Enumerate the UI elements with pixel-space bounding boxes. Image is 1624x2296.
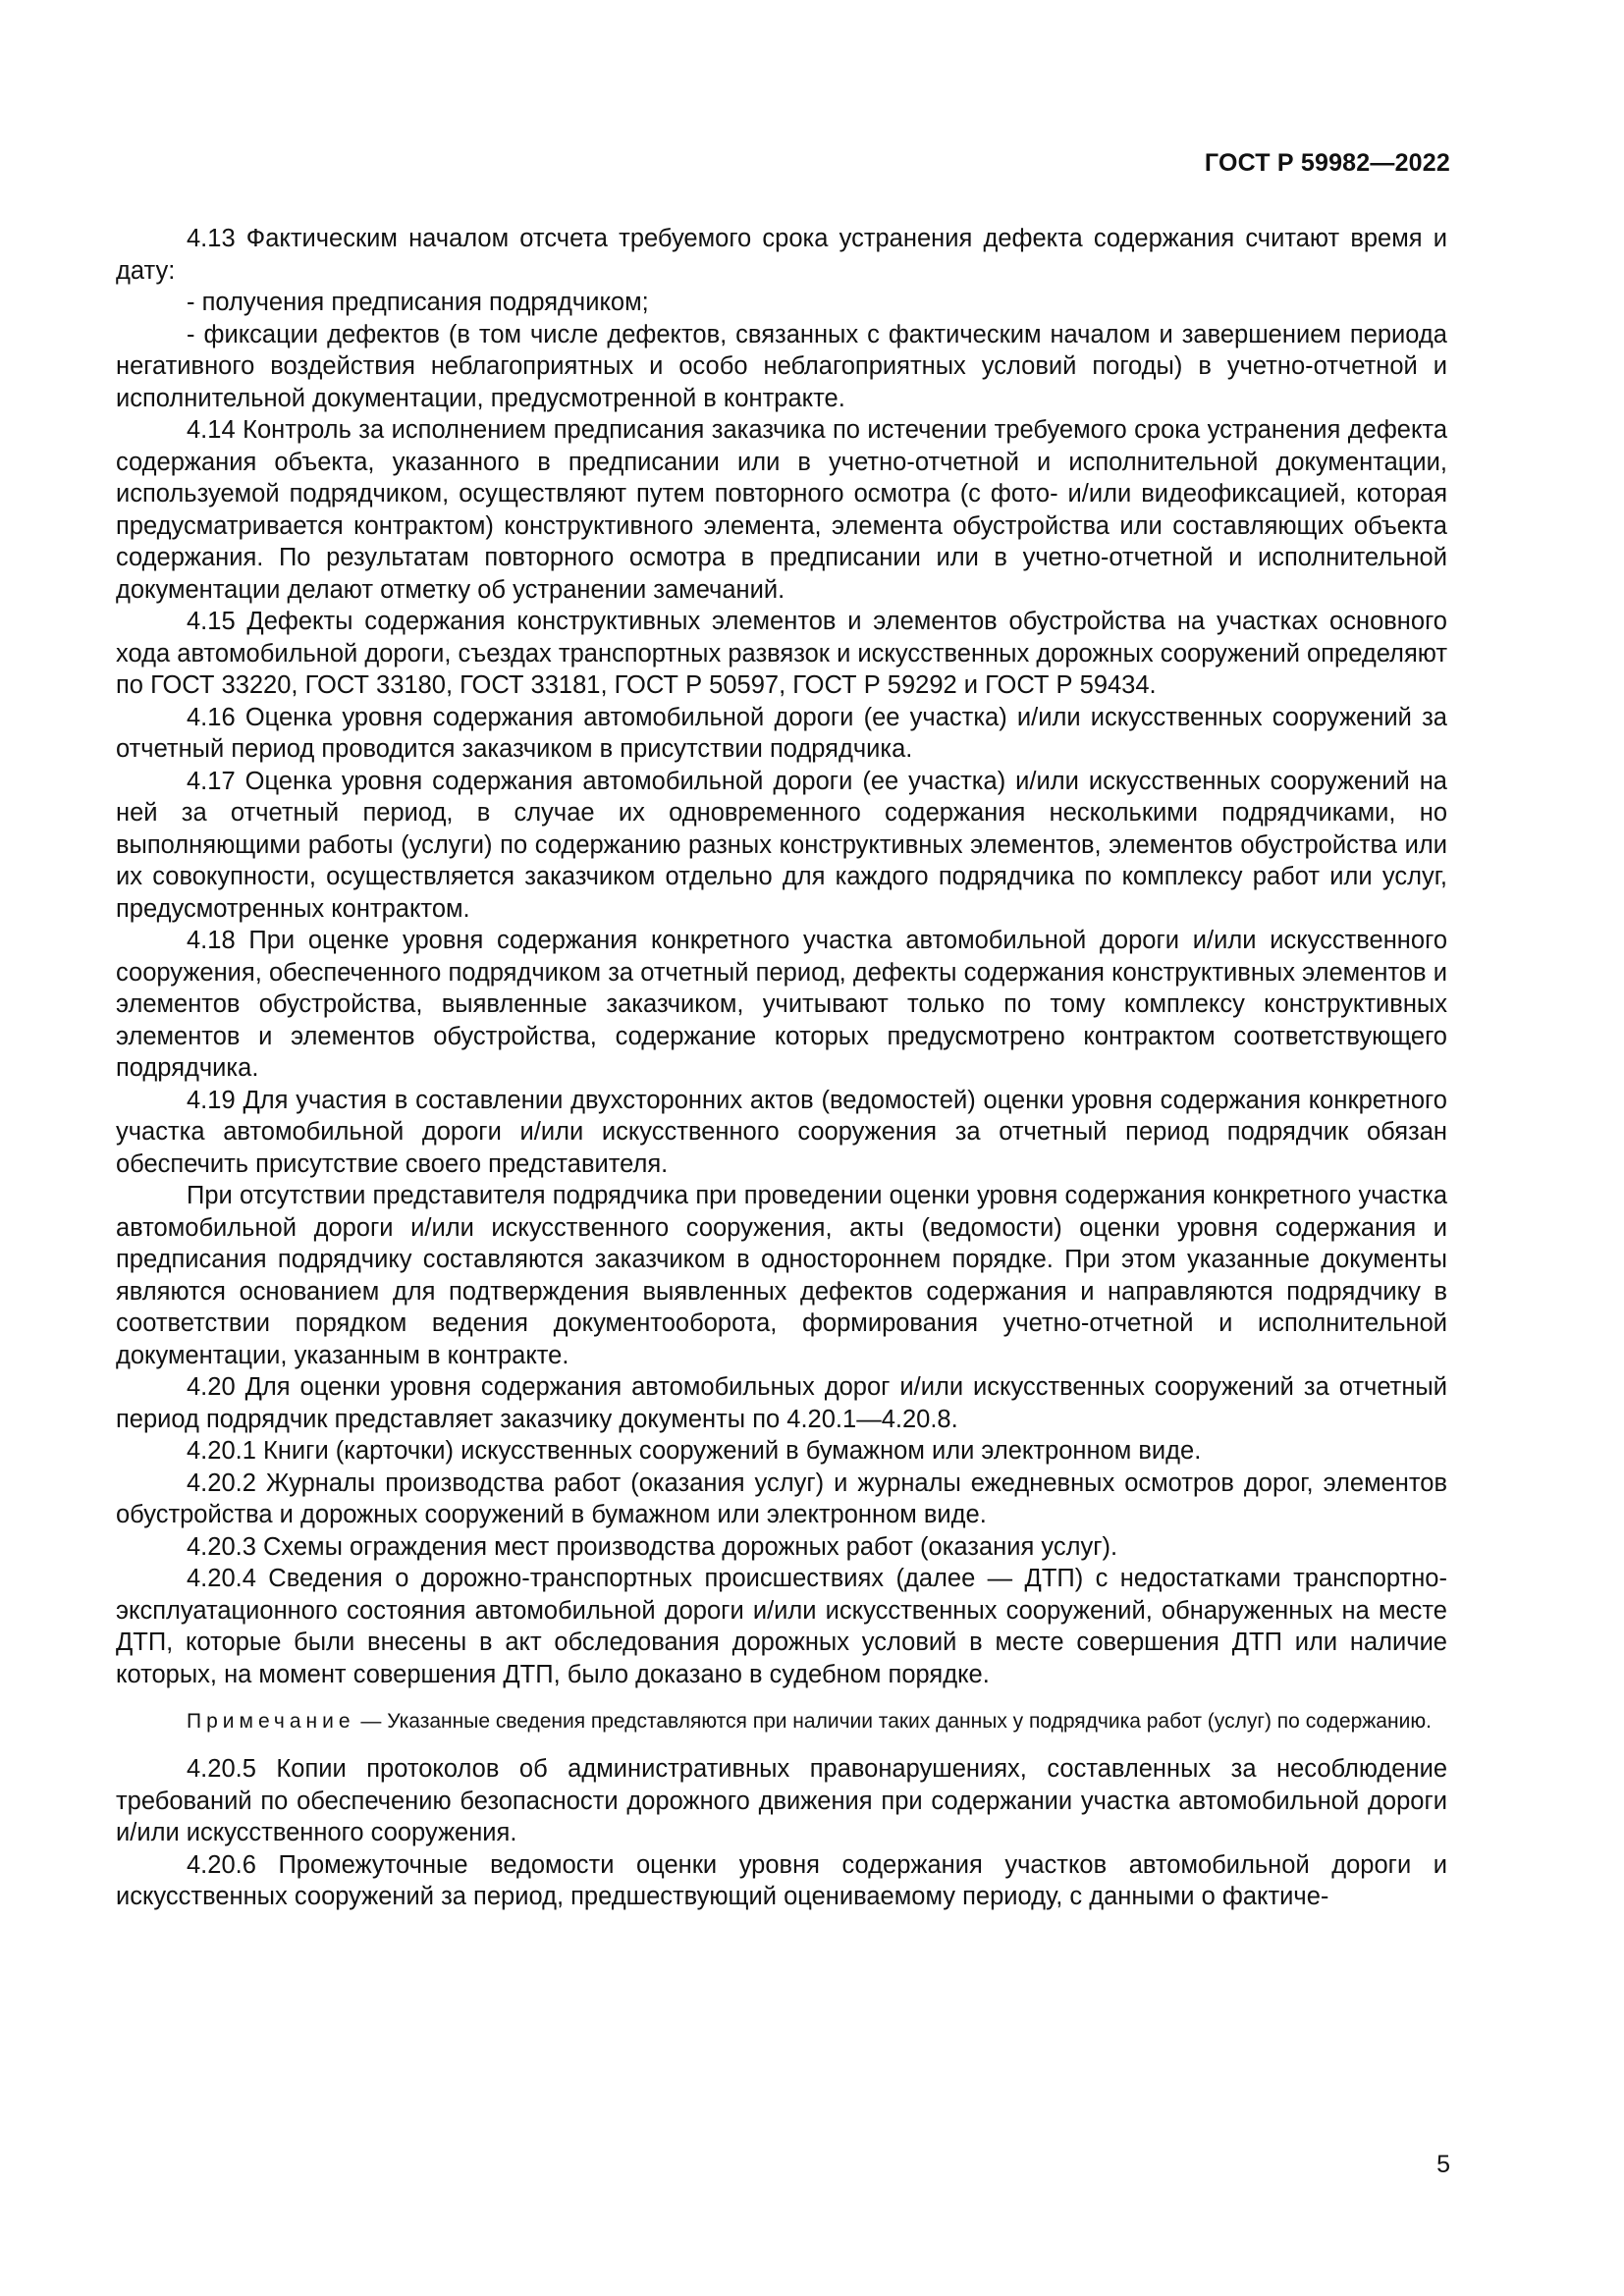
paragraph-4-19-continued: При отсутствии представителя подрядчика при проведении оценки уровня содержания конкретного участка автомобильной дороги и/или искусственного сооружения, акты (ведомости) оценки уровня содержания и предписания подрядчику составляются заказчиком в одностороннем порядке. При этом указанные документы являются основанием для подтверждения выявленных дефектов содержания и направляются подрядчику в соответствии порядком ведения документооборота, формирования учетно-отчетной и исполнительной документации, указанным в контракте. [116,1182,1447,1369]
paragraph-4-13: 4.13 Фактическим началом отсчета требуемого срока устранения дефекта содержания считают время и дату: [116,225,1447,285]
page-number: 5 [1436,2151,1450,2178]
paragraph-4-20-1: 4.20.1 Книги (карточки) искусственных сооружений в бумажном или электронном виде. [187,1437,1202,1465]
paragraph-4-15: 4.15 Дефекты содержания конструктивных элементов и элементов обустройства на участках основного хода автомобильной дороги, съездах транспортных развязок и искусственных дорожных сооружений определяют по ГОСТ 33220, ГОСТ 33180, ГОСТ 33181, ГОСТ Р 50597, ГОСТ Р 59292 и ГОСТ Р 59434. [116,608,1447,699]
list-item-dash: - фиксации дефектов (в том числе дефектов, связанных с фактическим началом и завершением периода негативного воздействия неблагоприятных и особо неблагоприятных условий погоды) в учетно-отчетной и исполнительной документации, предусмотренной в контракте. [116,320,1447,412]
note [116,1708,1447,1735]
paragraph-4-20-3: 4.20.3 Схемы ограждения мест производства дорожных работ (оказания услуг). [187,1532,1118,1561]
note-label: Примечание [187,1710,355,1733]
document-body [116,223,1447,1913]
paragraph-4-20-5: 4.20.5 Копии протоколов об административных правонарушениях, составленных за несоблюдение требований по обеспечению безопасности дорожного движения при содержании участка автомобильной дороги и/или искусственного сооружения. [116,1755,1447,1846]
paragraph-4-20-6: 4.20.6 Промежуточные ведомости оценки уровня содержания участков автомобильной дороги и искусственных сооружений за период, предшествующий оцениваемому периоду, с данными о фактиче- [116,1850,1447,1910]
list-item-dash: - получения предписания подрядчиком; [187,289,649,316]
paragraph-4-18: 4.18 При оценке уровня содержания конкретного участка автомобильной дороги и/или искусственного сооружения, обеспеченного подрядчиком за отчетный период, дефекты содержания конструктивных элементов и элементов обустройства, выявленные заказчиком, учитывают только по тому комплексу конструктивных элементов и элементов обустройства, содержание которых предусмотрено контрактом соответствующего подрядчика. [116,927,1447,1082]
note-text: — Указанные сведения представляются при наличии таких данных у подрядчика работ (услуг) по содержанию. [354,1710,1432,1733]
document-code-header: ГОСТ Р 59982—2022 [1204,149,1450,177]
paragraph-4-20-4: 4.20.4 Сведения о дорожно-транспортных происшествиях (далее — ДТП) с недостатками транспортно-эксплуатационного состояния автомобильной дороги и/или искусственных сооружений, обнаруженных на месте ДТП, которые были внесены в акт обследования дорожных условий в месте совершения ДТП или наличие которых, на момент совершения ДТП, было доказано в судебном порядке. [116,1565,1447,1688]
paragraph-4-20-2: 4.20.2 Журналы производства работ (оказания услуг) и журналы ежедневных осмотров дорог, элементов обустройства и дорожных сооружений в бумажном или электронном виде. [116,1468,1447,1528]
paragraph-4-17: 4.17 Оценка уровня содержания автомобильной дороги (ее участка) и/или искусственных сооружений на ней за отчетный период, в случае их одновременного содержания несколькими подрядчиками, но выполняющими работы (услуги) по содержанию разных конструктивных элементов, элементов обустройства или их совокупности, осуществляется заказчиком отдельно для каждого подрядчика по комплексу работ или услуг, предусмотренных контрактом. [116,767,1447,923]
paragraph-4-20: 4.20 Для оценки уровня содержания автомобильных дорог и/или искусственных сооружений за отчетный период подрядчик представляет заказчику документы по 4.20.1—4.20.8. [116,1373,1447,1433]
paragraph-4-19: 4.19 Для участия в составлении двухсторонних актов (ведомостей) оценки уровня содержания конкретного участка автомобильной дороги и/или искусственного сооружения за отчетный период подрядчик обязан обеспечить присутствие своего представителя. [116,1086,1447,1178]
paragraph-4-16: 4.16 Оценка уровня содержания автомобильной дороги (ее участка) и/или искусственных сооружений за отчетный период проводится заказчиком в присутствии подрядчика. [116,703,1447,763]
paragraph-4-14: 4.14 Контроль за исполнением предписания заказчика по истечении требуемого срока устранения дефекта содержания объекта, указанного в предписании или в учетно-отчетной и исполнительной документации, используемой подрядчиком, осуществляют путем повторного осмотра (с фото- и/или видеофиксацией, которая предусматривается контрактом) конструктивного элемента, элемента обустройства или составляющих объекта содержания. По результатам повторного осмотра в предписании или в учетно-отчетной и исполнительной документации делают отметку об устранении замечаний. [116,416,1447,604]
